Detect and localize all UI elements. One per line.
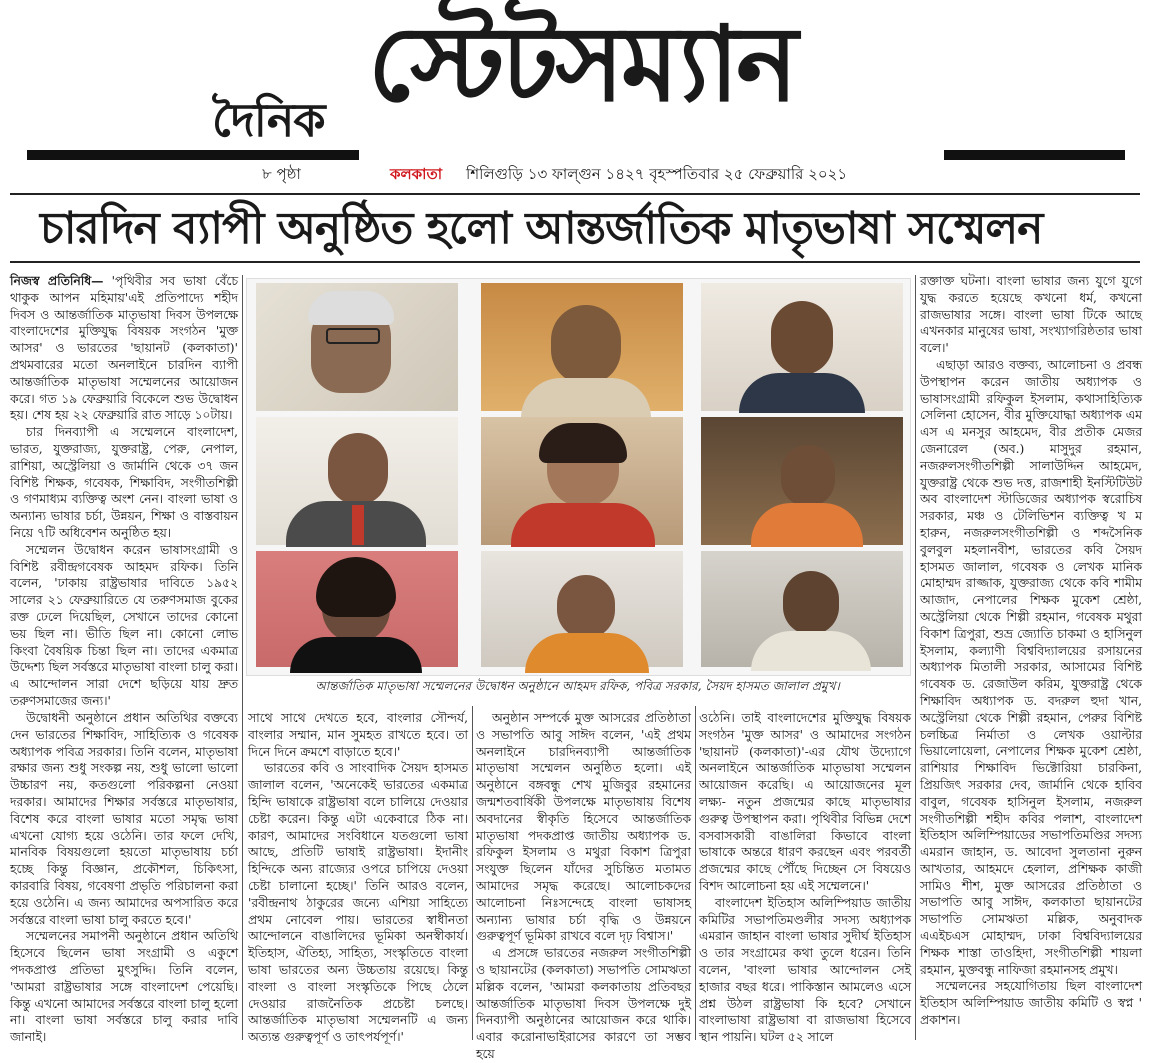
participant-photo	[256, 551, 458, 667]
article-column-4	[699, 710, 911, 1045]
video-conference-photo	[246, 278, 911, 676]
column-divider	[242, 275, 243, 1040]
column-divider	[915, 275, 916, 1040]
masthead-title: স্টেটসম্যান	[368, 3, 796, 125]
participant-photo	[481, 283, 683, 411]
article-column-2	[248, 710, 468, 1045]
participant-photo	[481, 551, 683, 667]
column-divider	[472, 706, 473, 1040]
article-column-1-bottom	[10, 710, 238, 1045]
edition-city: কলকাতা	[390, 165, 443, 183]
paragraph: এ প্রসঙ্গে ভারতের নজরুল সংগীতশিল্পী ও ছায়ানটের (কলকাতা) সভাপতি সোমঋতা মল্লিক বলেন, 'আমরা কলকাতায় প্রতিবছর আন্তর্জাতিক মাতৃভাষা দিবস উপলক্ষে দুই দিনব্যাপী অনুষ্ঠানের আয়োজন করে থাকি। এবার করোনাভাইরাসের কারণে তা সম্ভব হয়ে	[476, 946, 691, 1061]
article-column-1-top	[10, 273, 238, 708]
masthead-rule-right	[944, 150, 1125, 160]
page-number: ৮ পৃষ্ঠা	[262, 165, 301, 183]
paragraph: উদ্বোধনী অনুষ্ঠানে প্রধান অতিথির বক্তব্যে দেন ভারতের শিক্ষাবিদ, সাহিত্যিক ও গবেষক অধ্যাপক পবিত্র সরকার। তিনি বলেন, মাতৃভাষা রক্ষার জন্য শুধু সংকল্প নয়, শুধু ভালো ভালো উচ্চারণ নয়, কতগুলো পরিকল্পনা নেওয়া দরকার। আমাদের শিক্ষার সর্বস্তরে মাতৃভাষার, বিশেষ করে বাংলা ভাষার মতো সমৃদ্ধ ভাষা এখনো যোগ্য হয়ে ওঠেনি। তার ফলে দেখি, মানবিক বিষয়গুলো হয়তো মাতৃভাষায় চর্চা হচ্ছে কিন্তু বিজ্ঞান, প্রকৌশল, চিকিৎসা, কারবারি বিষয়, গবেষণা প্রভৃতি পরিচালনা করা হয়ে ওঠেনি। এ জন্য আমাদের অপসারিত করে সর্বস্তরে বাংলা ভাষা চালু করতে হবে।'	[10, 711, 238, 927]
paragraph: বাংলাদেশ ইতিহাস অলিম্পিয়াড জাতীয় কমিটির সভাপতিমণ্ডলীর সদস্য অধ্যাপক এমরান জাহান বাংলা ভাষার সুদীর্ঘ ইতিহাস ও তার সংগ্রামের কথা তুলে ধরেন। তিনি বলেন, 'বাংলা ভাষার আন্দোলন সেই হাজার বছর ধরে। পাকিস্তান আমলেও এসে প্রশ্ন উঠল রাষ্ট্রভাষা কি হবে? সেখানে বাংলাভাষা রাষ্ট্রভাষা বা রাজভাষা হিসেবে স্থান পায়নি। ঘটল ৫২ সালে	[699, 895, 911, 1045]
paragraph: সাথে সাথে দেখতে হবে, বাংলার সৌন্দর্য, বাংলার সম্মান, মান সুমহত রাখতে হবে। তা দিনে দিনে ক্রমশে বাড়াতে হবে।'	[248, 711, 468, 759]
paragraph: ভারতের কবি ও সাংবাদিক সৈয়দ হাসমত জালাল বলেন, 'অনেকেই ভারতের একমাত্র হিন্দি ভাষাকে রাষ্ট্রভাষা বলে চালিয়ে দেওয়ার চেষ্টা করেন। কিন্তু এটা একেবারে ঠিক না। কারণ, আমাদের সংবিধানে যতগুলো ভাষা আছে, প্রতিটি ভাষাই রাষ্ট্রভাষা। ইদানীং হিন্দিকে অন্য রাজ্যের ওপরে চাপিয়ে দেওয়া চেষ্টা চালানো হচ্ছে।' তিনি আরও বলেন, 'রবীন্দ্রনাথ ঠাকুরের জন্যে এশিয়া সাহিত্যে প্রথম নোবেল পায়। ভারতের স্বাধীনতা আন্দোলনে বাঙালিদের ভূমিকা অনস্বীকার্য। ইতিহাস, ঐতিহ্য, সাহিত্য, সংস্কৃতিতে বাংলা ভাষা ভারতের অন্য উচ্চতায় রয়েছে। কিন্তু বাংলা ও বাংলা সংস্কৃতিকে পিছে ঠেলে দেওয়ার রাজনৈতিক প্রচেষ্টা চলছে। আন্তর্জাতিক মাতৃভাষা সম্মেলনটি এ জন্য অত্যন্ত গুরুত্বপূর্ণ ও তাৎপর্যপূর্ণ।'	[248, 761, 468, 1045]
edition-date: শিলিগুড়ি ১৩ ফাল্গুন ১৪২৭ বৃহস্পতিবার ২৫ ফেব্রুয়ারি ২০২১	[466, 165, 848, 183]
article-headline: চারদিন ব্যাপী অনুষ্ঠিত হলো আন্তর্জাতিক মাতৃভাষা সম্মেলন	[40, 203, 1043, 254]
paragraph: অনুষ্ঠান সম্পর্কে মুক্ত আসরের প্রতিষ্ঠাতা ও সভাপতি আবু সাঈদ বলেন, 'এই প্রথম অনলাইনে চারদিনব্যাপী আন্তর্জাতিক মাতৃভাষা সম্মেলন অনুষ্ঠিত হলো। এই অনুষ্ঠানে বঙ্গবন্ধু শেখ মুজিবুর রহমানের জন্মশতবার্ষিকী উপলক্ষে মাতৃভাষায় বিশেষ অবদানের স্বীকৃতি হিসেবে আন্তর্জাতিক মাতৃভাষা পদকপ্রাপ্ত জাতীয় অধ্যাপক ড. রফিকুল ইসলাম ও মথুরা বিকাশ ত্রিপুরা সংযুক্ত ছিলেন যাঁদের সুচিন্তিত মতামত আমাদের সমৃদ্ধ করেছে। আলোচকদের আলোচনা নিঃসন্দেহে বাংলা ভাষাসহ অন্যান্য ভাষার চর্চা বৃদ্ধি ও উন্নয়নে গুরুত্বপূর্ণ ভূমিকা রাখবে বলে দৃঢ় বিশ্বাস।'	[476, 711, 691, 944]
paragraph: এছাড়া আরও বক্তব্য, আলোচনা ও প্রবন্ধ উপস্থাপন করেন জাতীয় অধ্যাপক ও ভাষাসংগ্রামী রফিকুল ইসলাম, কথাসাহিত্যিক সেলিনা হোসেন, বীর মুক্তিযোদ্ধা অধ্যাপক এম এস এ মনসুর আহমেদ, বীর প্রতীক মেজর জেনারেল (অব.) মাসুদুর রহমান, নজরুলসংগীতশিল্পী সালাউদ্দিন আহমেদ, যুক্তরাষ্ট্র থেকে শুভ দত্ত, রাজশাহী ইনস্টিটিউট অব বাংলাদেশ স্টাডিজের অধ্যাপক স্বরোচিষ সরকার, মঞ্চ ও টেলিভিশন ব্যক্তিত্ব খ ম হারুন, নজরুলসংগীতশিল্পী ও শব্দসৈনিক বুলবুল মহলানবীশ, ভারতের কবি সৈয়দ হাসমত জালাল, গবেষক ও লেখক মানিক মোহাম্মদ রাজ্জাক, যুক্তরাজ্য থেকে কবি শামীম আজাদ, নেপালের শিক্ষক মুকেশ শ্রেষ্ঠা, অস্ট্রেলিয়া থেকে শিল্পী রহমান, গবেষক মথুরা বিকাশ ত্রিপুরা, শুভ্র জ্যোতি চাকমা ও হাসিনুল ইসলাম, কল্যাণী বিশ্ববিদ্যালয়ের রসায়নের অধ্যাপক মিতালী সরকার, আসামের বিশিষ্ট গবেষক ড. রেজাউল করিম, যুক্তরাষ্ট্র থেকে শিক্ষাবিদ অধ্যাপক ড. বদরুল হুদা খান, অস্ট্রেলিয়া থেকে শিল্পী রহমান, পেরুর বিশিষ্ট চলচ্চিত্র নির্মাতা ও লেখক ওয়াল্টার ভিয়ালোয়েলা, নেপালের শিক্ষক মুকেশ শ্রেষ্ঠা, রাশিয়ার শিক্ষাবিদ ভিক্টোরিয়া চারকিনা, প্রিয়জিৎ সরকার দেব, জার্মানি থেকে হাবিব বাবুল, গবেষক হাসিনুল ইসলাম, নজরুল সংগীতশিল্পী শহীদ কবির পলাশ, বাংলাদেশ ইতিহাস অলিম্পিয়াডের সভাপতিমণ্ডির সদস্য এমরান জাহান, ড. আবেদা সুলতানা নুরুন আখতার, আহমদে হেলাল, প্রশিক্ষক কাজী সামিও শীশ, মুক্ত আসরের প্রতিষ্ঠাতা ও সভাপতি আবু সাঈদ, কলকাতা ছায়ানটের সভাপতি সোমঋতা মল্লিক, অনুবাদক এএইচএস মোহাম্মদ, ঢাকা বিশ্ববিদ্যালয়ের শিক্ষক শাস্তা তাওহিদা, সংগীতশিল্পী শায়লা রহমান, মুক্তবন্ধু নাফিজা রহমানসহ প্রমুখ।	[920, 357, 1142, 977]
column-divider	[695, 706, 696, 1040]
byline: নিজস্ব প্রতিনিধি—	[10, 273, 104, 288]
masthead-prefix: দৈনিক	[212, 93, 325, 147]
participant-photo	[481, 417, 683, 545]
participant-photo	[701, 417, 903, 545]
participant-photo	[256, 417, 458, 545]
article-column-3	[476, 710, 691, 1061]
paragraph: চার দিনব্যাপী এ সম্মেলনে বাংলাদেশ, ভারত, যুক্তরাজ্য, যুক্তরাষ্ট্র, পেরু, নেপাল, রাশিয়া, অস্ট্রেলিয়া ও জার্মানি থেকে ৩৭ জন বিশিষ্ট শিক্ষক, গবেষক, শিক্ষাবিদ, সংগীতশিল্পী ও গণমাধ্যম ব্যক্তিত্ব অংশ নেন। বাংলা ভাষা ও অন্যান্য ভাষার চর্চা, উন্নয়ন, শিক্ষা ও বাস্তবায়ন নিয়ে ৭টি অধিবেশন অনুষ্ঠিত হয়।	[10, 425, 238, 540]
paragraph: সম্মেলন উদ্বোধন করেন ভাষাসংগ্রামী ও বিশিষ্ট রবীন্দ্রগবেষক আহমদ রফিক। তিনি বলেন, 'ঢাকায় রাষ্ট্রভাষার দাবিতে ১৯৫২ সালের ২১ ফেব্রুয়ারিতে যে তরুণসমাজ বুকের রক্ত ঢেলে দিয়েছিল, সেখানে তাদের কোনো ভয় ছিল না। ভীতি ছিল না। কোনো লোভ কিংবা বৈষয়িক চিন্তা ছিল না। তাদের একমাত্র উদ্দেশ্য ছিল সর্বস্তরে মাতৃভাষা বাংলা চালু করা। এ আন্দোলন সারা দেশে ছড়িয়ে যায় দ্রুত তরুণসমাজের জন্য।'	[10, 542, 238, 708]
masthead-rule-left	[27, 150, 359, 160]
paragraph: সম্মেলনের সমাপনী অনুষ্ঠানে প্রধান অতিথি হিসেবে ছিলেন ভাষা সংগ্রামী ও একুশে পদকপ্রাপ্ত প্রতিভা মুৎসুদ্দি। তিনি বলেন, 'আমরা রাষ্ট্রভাষার সঙ্গে বাংলাদেশ পেয়েছি। কিন্তু এখনো আমাদের সর্বস্তরে বাংলা চালু হলো না। বাংলা ভাষা সর্বস্তরে চালু করার দাবি জানাই।	[10, 929, 238, 1045]
participant-photo	[256, 283, 458, 411]
paragraph: 'পৃথিবীর সব ভাষা বেঁচে থাকুক আপন মহিমায়'এই প্রতিপাদ্যে শহীদ দিবস ও আন্তর্জাতিক মাতৃভাষা দিবস উপলক্ষে বাংলাদেশের মুক্তিযুদ্ধ বিষয়ক সংগঠন 'মুক্ত আসর' ও ভারতের 'ছায়ানট (কলকাতা)' প্রথমবারের মতো অনলাইনে চারদিন ব্যাপী আন্তর্জাতিক মাতৃভাষা সম্মেলনের আয়োজন করে। গত ১৯ ফেব্রুয়ারি বিকেলে শুভ উদ্বোধন হয়। শেষ হয় ২২ ফেব্রুয়ারি রাত সাড়ে ১০টায়।	[10, 274, 238, 423]
paragraph: সম্মেলনের সহযোগিতায় ছিল বাংলাদেশ ইতিহাস অলিম্পিয়াড জাতীয় কমিটি ও স্বপ্ন ' প্রকাশন।	[920, 979, 1142, 1028]
paragraph: রক্তাক্ত ঘটনা। বাংলা ভাষার জন্য যুগে যুগে যুদ্ধ করতে হয়েছে কখনো ধর্ম, কখনো রাজভাষার সঙ্গে। বাংলা ভাষা টিকে আছে এখনকার মানুষের ভাষা, সংখ্যাগরিষ্ঠতার ভাষা বলে।'	[920, 274, 1142, 356]
participant-photo	[701, 283, 903, 411]
photo-caption: আন্তর্জাতিক মাতৃভাষা সম্মেলনের উদ্বোধন অনুষ্ঠানে আহমদ রফিক, পবিত্র সরকার, সৈয়দ হাসমত জালাল প্রমুখ।	[315, 679, 840, 693]
article-column-5	[920, 273, 1142, 1045]
participant-photo	[701, 551, 903, 667]
paragraph: ওঠেনি। তাই বাংলাদেশের মুক্তিযুদ্ধ বিষয়ক সংগঠন 'মুক্ত আসর' ও আমাদের সংগঠন 'ছায়ানট (কলকাতা)'-এর যৌথ উদ্যোগে অনলাইনে আন্তর্জাতিক মাতৃভাষা সম্মেলন আয়োজন করেছি। এ আয়োজনের মূল লক্ষ্য- নতুন প্রজন্মের কাছে মাতৃভাষার গুরুত্ব উপস্থাপন করা। পৃথিবীর বিভিন্ন দেশে বসবাসকারী বাঙালিরা কিভাবে বাংলা ভাষাকে অন্তরে ধারণ করছেন এবং পরবর্তী প্রজন্মের কাছে পৌঁছে দিচ্ছেন সে বিষয়েও বিশদ আলোচনা হয় এই সম্মেলনে।'	[699, 711, 911, 893]
